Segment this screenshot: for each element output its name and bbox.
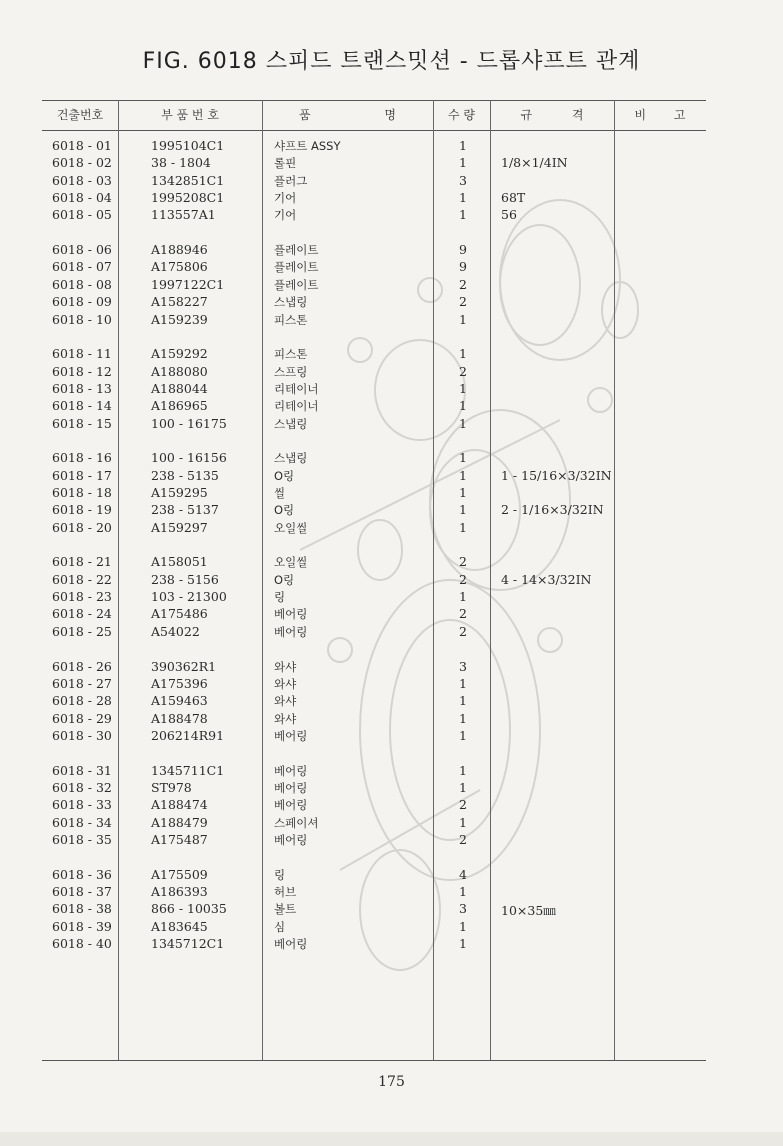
part-name: O링 [274, 503, 295, 518]
part-name: 베어링 [274, 728, 308, 743]
ref-number: 6018 - 05 [52, 207, 112, 223]
ref-number: 6018 - 07 [52, 259, 112, 275]
ref-number: 6018 - 40 [52, 936, 112, 952]
quantity: 1 [459, 311, 467, 327]
quantity: 1 [459, 450, 467, 466]
part-name: 스냅링 [274, 451, 308, 466]
part-number: 100 - 16175 [151, 415, 227, 431]
ref-number: 6018 - 27 [52, 675, 112, 691]
quantity: 2 [459, 554, 467, 570]
quantity: 1 [459, 779, 467, 795]
quantity: 1 [459, 207, 467, 223]
table-row [0, 572, 783, 589]
quantity: 2 [459, 571, 467, 587]
ref-number: 6018 - 04 [52, 190, 112, 206]
table-row [0, 797, 783, 814]
part-number: A175509 [151, 866, 208, 882]
part-name: 와샤 [274, 711, 297, 726]
table-row [0, 259, 783, 276]
part-name: 베어링 [274, 763, 308, 778]
quantity: 2 [459, 363, 467, 379]
part-name: 기어 [274, 191, 297, 206]
ref-number: 6018 - 02 [52, 155, 112, 171]
quantity: 2 [459, 276, 467, 292]
part-name: 오일씰 [274, 520, 308, 535]
part-number: A188474 [151, 797, 208, 813]
part-number: A186393 [151, 884, 208, 900]
ref-number: 6018 - 25 [52, 623, 112, 639]
part-number: A159297 [151, 519, 208, 535]
part-number: A175487 [151, 832, 208, 847]
ref-number: 6018 - 39 [52, 918, 112, 934]
ref-number: 6018 - 36 [52, 866, 112, 882]
part-number: 238 - 5137 [151, 502, 219, 518]
quantity: 2 [459, 832, 467, 847]
part-name: 볼트 [274, 902, 297, 917]
ref-number: 6018 - 20 [52, 519, 112, 535]
quantity: 2 [459, 797, 467, 813]
part-name: 심 [274, 919, 286, 934]
quantity: 1 [459, 485, 467, 500]
ref-number: 6018 - 21 [52, 554, 112, 570]
quantity: 3 [459, 658, 467, 674]
specification: 10×35㎜ [501, 903, 556, 919]
part-name: 플레이트 [274, 243, 319, 258]
quantity: 1 [459, 762, 467, 778]
part-number: A183645 [151, 918, 208, 934]
ref-number: 6018 - 24 [52, 606, 112, 622]
part-name: 피스톤 [274, 347, 308, 362]
quantity: 9 [459, 242, 467, 258]
part-number: A188946 [151, 242, 208, 258]
part-name: 베어링 [274, 624, 308, 639]
table-row [0, 728, 783, 745]
part-number: 103 - 21300 [151, 589, 227, 605]
quantity: 2 [459, 623, 467, 639]
table-bottom-rule [42, 1060, 706, 1061]
quantity: 1 [459, 884, 467, 900]
table-row [0, 589, 783, 606]
table-row [0, 554, 783, 571]
ref-number: 6018 - 13 [52, 380, 112, 396]
part-number: A158051 [151, 554, 208, 570]
ref-number: 6018 - 34 [52, 814, 112, 830]
part-name: O링 [274, 468, 295, 483]
part-name: O링 [274, 572, 295, 587]
table-row [0, 624, 783, 641]
part-number: A175486 [151, 606, 208, 622]
part-name: 리테이너 [274, 399, 319, 414]
table-row [0, 763, 783, 780]
part-name: 샤프트 ASSY [274, 139, 341, 153]
table-row [0, 659, 783, 676]
table-row [0, 936, 783, 953]
part-number: 238 - 5135 [151, 467, 219, 483]
quantity: 1 [459, 138, 467, 153]
quantity: 9 [459, 259, 467, 275]
table-row [0, 381, 783, 398]
table-row [0, 815, 783, 832]
part-number: 390362R1 [151, 658, 217, 674]
part-number: A158227 [151, 294, 208, 310]
part-name: 베어링 [274, 607, 308, 622]
part-number: A159292 [151, 346, 208, 362]
part-number: 206214R91 [151, 727, 225, 743]
table-row [0, 190, 783, 207]
table-row [0, 416, 783, 433]
part-name: 스페이셔 [274, 815, 319, 830]
ref-number: 6018 - 18 [52, 485, 112, 500]
header-ref-no: 건출번호 [56, 108, 104, 122]
part-name: 플레이트 [274, 260, 319, 275]
ref-number: 6018 - 37 [52, 884, 112, 900]
quantity: 2 [459, 294, 467, 310]
part-number: A159239 [151, 311, 208, 327]
table-row [0, 398, 783, 415]
part-number: A159295 [151, 485, 208, 500]
table-row [0, 207, 783, 224]
quantity: 1 [459, 589, 467, 605]
ref-number: 6018 - 38 [52, 901, 112, 917]
table-row [0, 450, 783, 467]
table-row [0, 832, 783, 849]
part-number: A188478 [151, 710, 208, 726]
table-row [0, 485, 783, 502]
part-number: A54022 [151, 623, 200, 639]
part-number: 1345711C1 [151, 762, 225, 778]
header-qty: 수 량 [448, 108, 475, 122]
part-name: 씰 [274, 486, 286, 500]
specification: 68T [501, 190, 526, 206]
part-name: 링 [274, 590, 286, 605]
part-number: 866 - 10035 [151, 901, 227, 917]
part-name: 스프링 [274, 364, 308, 379]
header-spec: 규 격 [520, 108, 584, 122]
part-name: 기어 [274, 208, 297, 223]
part-number: A188479 [151, 814, 208, 830]
ref-number: 6018 - 31 [52, 762, 112, 778]
header-top-rule [42, 100, 706, 101]
table-row [0, 468, 783, 485]
part-number: 1995208C1 [151, 190, 225, 206]
ref-number: 6018 - 23 [52, 589, 112, 605]
part-name: 링 [274, 867, 286, 882]
quantity: 1 [459, 710, 467, 726]
ref-number: 6018 - 16 [52, 450, 112, 466]
part-name: 오일씰 [274, 555, 308, 570]
table-row [0, 676, 783, 693]
part-number: 1345712C1 [151, 936, 225, 952]
header-part-no: 부 품 번 호 [161, 108, 219, 122]
table-row [0, 693, 783, 710]
ref-number: 6018 - 17 [52, 467, 112, 483]
ref-number: 6018 - 08 [52, 276, 112, 292]
part-name: 롤핀 [274, 156, 297, 171]
part-name: 플러그 [274, 173, 308, 188]
table-row [0, 901, 783, 918]
table-row [0, 346, 783, 363]
ref-number: 6018 - 22 [52, 571, 112, 587]
table-row [0, 502, 783, 519]
ref-number: 6018 - 29 [52, 710, 112, 726]
quantity: 1 [459, 346, 467, 362]
quantity: 1 [459, 693, 467, 709]
quantity: 1 [459, 467, 467, 483]
header-remark: 비 고 [634, 108, 686, 122]
part-number: A175396 [151, 675, 208, 691]
quantity: 1 [459, 519, 467, 535]
table-row [0, 520, 783, 537]
part-number: A188044 [151, 380, 208, 396]
table-row [0, 606, 783, 623]
ref-number: 6018 - 28 [52, 693, 112, 709]
header-name: 품 명 [299, 108, 396, 122]
table-row [0, 277, 783, 294]
table-row [0, 780, 783, 797]
part-number: A159463 [151, 693, 208, 709]
quantity: 3 [459, 172, 467, 188]
part-number: A186965 [151, 398, 208, 414]
part-name: 베어링 [274, 780, 308, 795]
ref-number: 6018 - 11 [52, 346, 112, 362]
part-number: 1997122C1 [151, 276, 225, 292]
part-name: 플레이트 [274, 277, 319, 292]
quantity: 1 [459, 727, 467, 743]
quantity: 1 [459, 380, 467, 396]
part-number: 100 - 16156 [151, 450, 227, 466]
quantity: 1 [459, 415, 467, 431]
ref-number: 6018 - 30 [52, 727, 112, 743]
specification: 1/8×1/4IN [501, 155, 568, 171]
part-number: 1995104C1 [151, 138, 225, 153]
table-row [0, 155, 783, 172]
ref-number: 6018 - 14 [52, 398, 112, 414]
part-number: 238 - 5156 [151, 571, 219, 587]
quantity: 1 [459, 918, 467, 934]
page-number: 175 [378, 1074, 405, 1090]
part-number: A175806 [151, 259, 208, 275]
ref-number: 6018 - 06 [52, 242, 112, 258]
specification: 4 - 14×3/32IN [501, 571, 592, 587]
table-row [0, 173, 783, 190]
table-row [0, 919, 783, 936]
part-name: 스냅링 [274, 295, 308, 310]
ref-number: 6018 - 35 [52, 832, 112, 847]
table-row [0, 312, 783, 329]
table-row [0, 294, 783, 311]
part-name: 허브 [274, 885, 297, 900]
part-name: 와샤 [274, 659, 297, 674]
ref-number: 6018 - 33 [52, 797, 112, 813]
quantity: 1 [459, 155, 467, 171]
quantity: 1 [459, 675, 467, 691]
specification: 1 - 15/16×3/32IN [501, 467, 612, 483]
table-row [0, 364, 783, 381]
part-name: 스냅링 [274, 416, 308, 431]
part-name: 와샤 [274, 694, 297, 709]
ref-number: 6018 - 10 [52, 311, 112, 327]
part-name: 베어링 [274, 798, 308, 813]
ref-number: 6018 - 19 [52, 502, 112, 518]
part-name: 베어링 [274, 833, 308, 847]
quantity: 1 [459, 814, 467, 830]
ref-number: 6018 - 26 [52, 658, 112, 674]
quantity: 2 [459, 606, 467, 622]
page-title: FIG. 6018 스피드 트랜스밋션 - 드롭샤프트 관계 [142, 49, 641, 74]
part-name: 베어링 [274, 937, 308, 952]
table-row [0, 884, 783, 901]
part-number: A188080 [151, 363, 208, 379]
quantity: 4 [459, 866, 467, 882]
quantity: 3 [459, 901, 467, 917]
specification: 2 - 1/16×3/32IN [501, 502, 604, 518]
ref-number: 6018 - 03 [52, 172, 112, 188]
scan-edge [0, 1132, 783, 1146]
quantity: 1 [459, 190, 467, 206]
ref-number: 6018 - 01 [52, 138, 112, 153]
part-name: 와샤 [274, 676, 297, 691]
ref-number: 6018 - 15 [52, 415, 112, 431]
quantity: 1 [459, 936, 467, 952]
ref-number: 6018 - 12 [52, 363, 112, 379]
table-row [0, 711, 783, 728]
ref-number: 6018 - 32 [52, 779, 112, 795]
table-row [0, 867, 783, 884]
part-number: 38 - 1804 [151, 155, 211, 171]
part-name: 피스톤 [274, 312, 308, 327]
part-number: 113557A1 [151, 207, 216, 223]
table-row [0, 138, 783, 155]
part-number: 1342851C1 [151, 172, 225, 188]
header-bottom-rule [42, 130, 706, 131]
part-name: 리테이너 [274, 381, 319, 396]
quantity: 1 [459, 398, 467, 414]
part-number: ST978 [151, 779, 192, 795]
specification: 56 [501, 207, 517, 223]
ref-number: 6018 - 09 [52, 294, 112, 310]
table-row [0, 242, 783, 259]
quantity: 1 [459, 502, 467, 518]
